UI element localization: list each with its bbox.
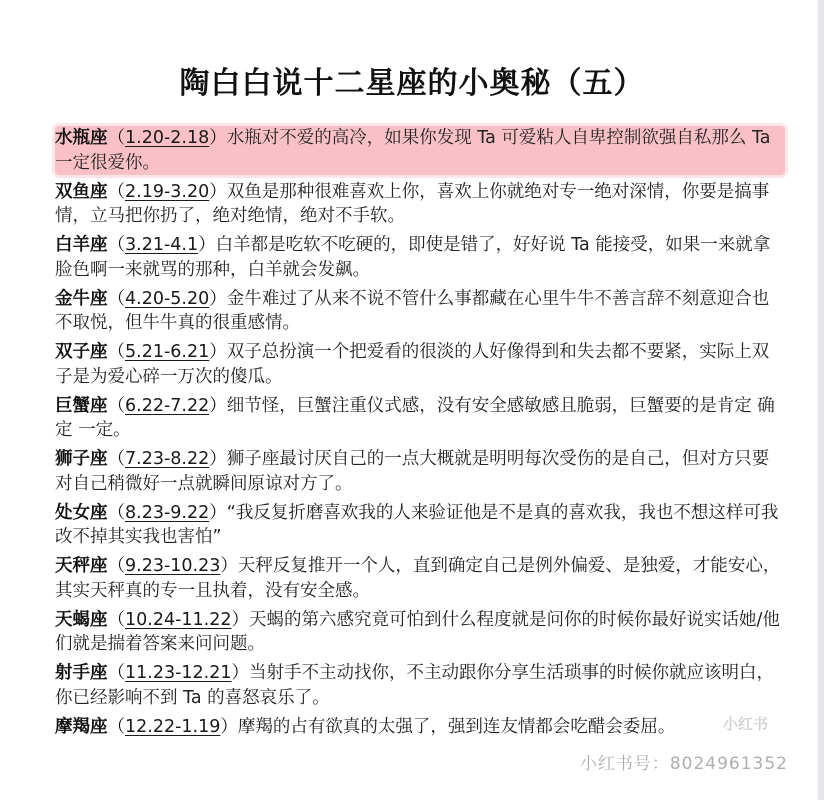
sign-name: 天秤座: [55, 556, 108, 576]
sign-name: 白羊座: [55, 235, 108, 255]
sign-description: 当射手不主动找你，不主动跟你分享生活琐事的时候你就应该明白，你已经影响不到 Ta 的喜怒哀乐了。: [55, 663, 775, 708]
zodiac-list: [55, 126, 785, 744]
page-title: 陶白白说十二星座的小奥秘（五）: [179, 66, 645, 101]
entry-cancer: 巨蟹座（6.22-7.22）细节怪，巨蟹注重仪式感，没有安全感敏感且脆弱，巨蟹要的是肯定 确定 一定。: [55, 395, 775, 440]
xiaohongshu-logo: 小红书: [722, 715, 768, 733]
entry-capricorn: 摩羯座（12.22-1.19）摩羯的占有欲真的太强了，强到连友情都会吃醋会委屈。: [55, 716, 676, 737]
entry-sagittarius: 射手座（11.23-12.21）当射手不主动找你，不主动跟你分享生活琐事的时候你就应该明白，你已经影响不到 Ta 的喜怒哀乐了。: [55, 663, 775, 708]
sign-dates: 12.22-1.19: [125, 716, 221, 737]
entry-gemini: 双子座（5.21-6.21）双子总扮演一个把爱看的很淡的人好像得到和失去都不要紧，实际上双子是为爱心碎一万次的傻瓜。: [55, 342, 770, 387]
sign-dates: 10.24-11.22: [125, 609, 232, 630]
sign-description: 金牛难过了从来不说不管什么事都藏在心里牛牛不善言辞不刻意迎合也不取悦，但牛牛真的很重感情。: [55, 288, 770, 333]
sign-name: 巨蟹座: [55, 395, 108, 416]
sign-dates: 9.23-10.23: [125, 556, 221, 576]
sign-name: 射手座: [55, 663, 108, 683]
sign-dates: 1.20-2.18: [125, 128, 210, 148]
sign-description: 水瓶对不爱的高冷，如果你发现 Ta 可爱粘人自卑控制欲强自私那么 Ta 一定很爱你。: [55, 128, 771, 173]
sign-description: 双鱼是那种很难喜欢上你，喜欢上你就绝对专一绝对深情，你要是搞事情，立马把你扔了，绝对绝情，绝对不手软。: [55, 181, 770, 226]
entry-scorpio: 天蝎座（10.24-11.22）天蝎的第六感究竟可怕到什么程度就是问你的时候你最好说实话她/他们就是揣着答案来问问题。: [55, 609, 780, 654]
sign-dates: 7.23-8.22: [125, 449, 210, 469]
sign-name: 双鱼座: [55, 181, 108, 202]
entry-pisces: 双鱼座（2.19-3.20）双鱼是那种很难喜欢上你，喜欢上你就绝对专一绝对深情，你要是搞事情，立马把你扔了，绝对绝情，绝对不手软。: [55, 181, 770, 226]
right-frame-edge: [818, 0, 824, 800]
sign-dates: 3.21-4.1: [125, 235, 199, 255]
entry-taurus: 金牛座（4.20-5.20）金牛难过了从来不说不管什么事都藏在心里牛牛不善言辞不刻意迎合也不取悦，但牛牛真的很重感情。: [55, 288, 770, 333]
sign-name: 水瓶座: [55, 128, 108, 148]
sign-name: 处女座: [55, 502, 108, 523]
sign-description: 摩羯的占有欲真的太强了，强到连友情都会吃醋会委屈。: [237, 716, 676, 737]
sign-name: 天蝎座: [55, 609, 108, 630]
entry-libra: 天秤座（9.23-10.23）天秤反复推开一个人，直到确定自己是例外偏爱、是独爱，才能安心，其实天秤真的专一且执着，没有安全感。: [55, 556, 781, 601]
sign-dates: 5.21-6.21: [125, 342, 210, 362]
sign-description: 天秤反复推开一个人，直到确定自己是例外偏爱、是独爱，才能安心，其实天秤真的专一且执着，没有安全感。: [55, 556, 781, 601]
sign-dates: 6.22-7.22: [125, 395, 210, 416]
sign-name: 摩羯座: [55, 716, 108, 737]
sign-description: 细节怪，巨蟹注重仪式感，没有安全感敏感且脆弱，巨蟹要的是肯定 确定 一定。: [55, 395, 775, 440]
sign-description: “我反复折磨喜欢我的人来验证他是不是真的喜欢我，我也不想这样可我改不掉其实我也害怕”: [55, 502, 779, 547]
sign-dates: 4.20-5.20: [125, 288, 210, 309]
entry-aquarius: 水瓶座（1.20-2.18）水瓶对不爱的高冷，如果你发现 Ta 可爱粘人自卑控制欲强自私那么 Ta 一定很爱你。: [55, 126, 785, 175]
sign-dates: 2.19-3.20: [125, 181, 210, 202]
entry-virgo: 处女座（8.23-9.22）“我反复折磨喜欢我的人来验证他是不是真的喜欢我，我也不想这样可我改不掉其实我也害怕”: [55, 502, 779, 547]
entry-leo: 狮子座（7.23-8.22）狮子座最讨厌自己的一点大概就是明明每次受伤的是自己，但对方只要对自己稍微好一点就瞬间原谅对方了。: [55, 449, 770, 494]
sign-description: 双子总扮演一个把爱看的很淡的人好像得到和失去都不要紧，实际上双子是为爱心碎一万次的傻瓜。: [55, 342, 770, 387]
sign-name: 狮子座: [55, 449, 108, 469]
entry-aries: 白羊座（3.21-4.1）白羊都是吃软不吃硬的，即使是错了，好好说 Ta 能接受，如果一来就拿脸色啊一来就骂的那种，白羊就会发飙。: [55, 235, 771, 280]
sign-dates: 11.23-12.21: [125, 663, 232, 683]
watermark: 小红书号：8024961352: [579, 754, 788, 774]
sign-dates: 8.23-9.22: [125, 502, 210, 523]
sign-description: 狮子座最讨厌自己的一点大概就是明明每次受伤的是自己，但对方只要对自己稍微好一点就瞬间原谅对方了。: [55, 449, 770, 494]
sign-name: 双子座: [55, 342, 108, 362]
sign-description: 天蝎的第六感究竟可怕到什么程度就是问你的时候你最好说实话她/他们就是揣着答案来问问题。: [55, 609, 780, 654]
sign-name: 金牛座: [55, 288, 108, 309]
sign-description: 白羊都是吃软不吃硬的，即使是错了，好好说 Ta 能接受，如果一来就拿脸色啊一来就骂的那种，白羊就会发飙。: [55, 235, 771, 280]
